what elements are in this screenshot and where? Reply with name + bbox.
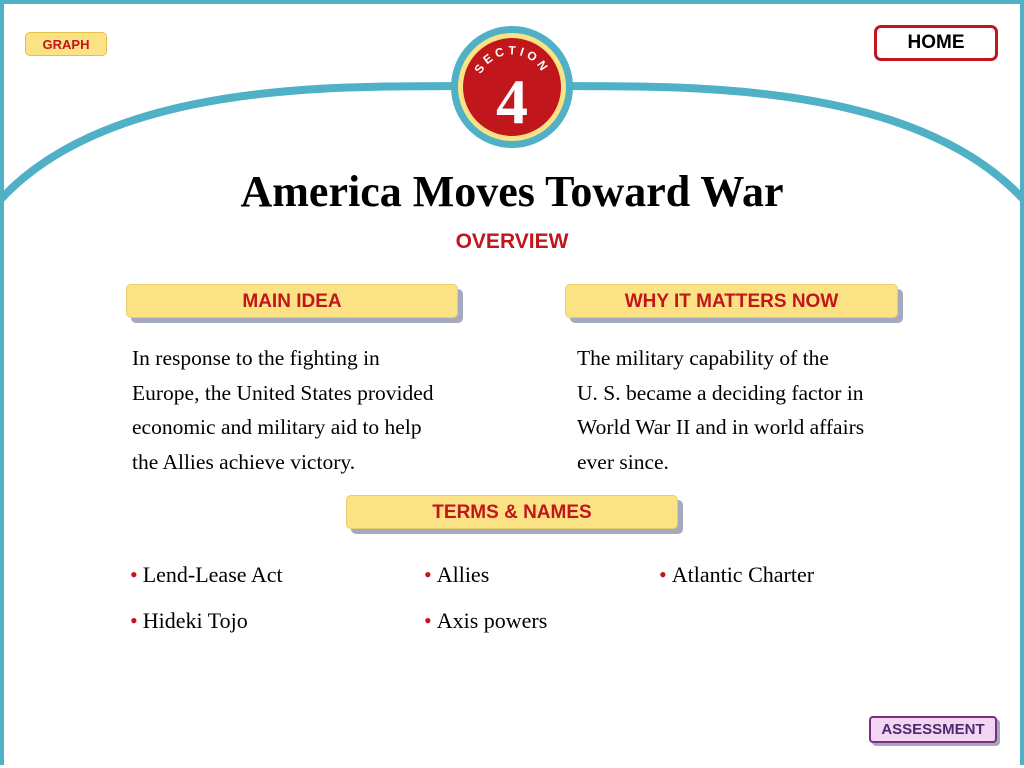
term-label: Atlantic Charter [671,562,815,587]
main-idea-line: In response to the fighting in [132,346,380,370]
term-axis-powers[interactable] [424,608,547,634]
section-word: SECTION [471,43,553,77]
term-label: Allies [436,562,490,587]
bullet-icon: • [424,562,432,587]
term-label: Hideki Tojo [142,608,248,633]
term-label: Lend-Lease Act [142,562,283,587]
page-title: America Moves Toward War [240,167,784,216]
why-it-matters-line: The military capability of the [577,346,829,370]
term-lend-lease-act[interactable] [130,562,283,588]
section-number: 4 [496,66,528,137]
section-badge [449,24,575,150]
assessment-button[interactable]: ASSESSMENT [869,716,997,743]
bullet-icon: • [424,608,432,633]
bullet-icon: • [130,562,138,587]
term-atlantic-charter[interactable] [659,562,814,588]
why-it-matters-label: WHY IT MATTERS NOW [565,284,898,318]
why-it-matters-line: ever since. [577,449,669,474]
main-idea-line: the Allies achieve victory. [132,449,356,474]
main-idea-text [132,341,512,479]
terms-names-label: TERMS & NAMES [346,495,678,529]
term-label: Axis powers [436,608,548,633]
main-idea-line: economic and military aid to help [132,415,422,439]
main-idea-line: Europe, the United States provided [132,380,434,405]
bullet-icon: • [659,562,667,587]
bullet-icon: • [130,608,138,633]
term-hideki-tojo[interactable] [130,608,248,634]
main-idea-label: MAIN IDEA [126,284,458,318]
graph-button[interactable]: GRAPH [25,32,107,56]
overview-heading: OVERVIEW [455,230,569,253]
term-allies[interactable] [424,562,489,588]
why-it-matters-line: World War II and in world affairs [577,415,865,439]
why-it-matters-text [577,341,937,479]
home-button[interactable]: HOME [874,25,998,61]
why-it-matters-line: U. S. became a deciding factor in [577,380,864,405]
